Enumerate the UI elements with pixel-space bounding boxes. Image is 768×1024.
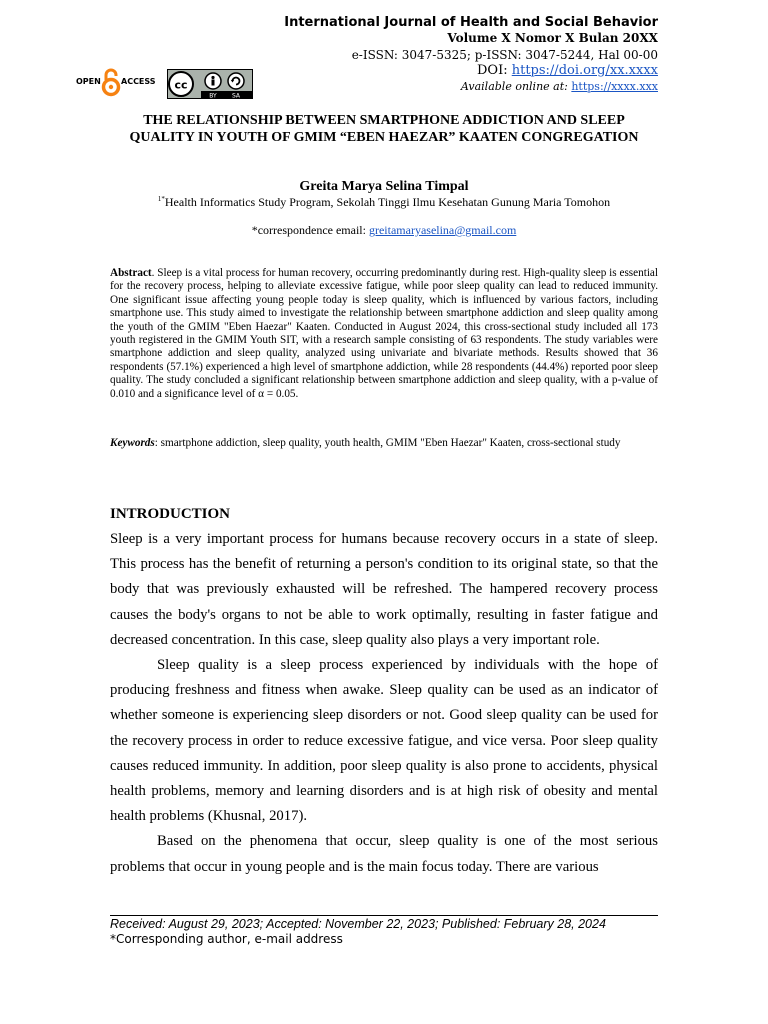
paper-title: THE RELATIONSHIP BETWEEN SMARTPHONE ADDICTION AND SLEEP QUALITY IN YOUTH OF GMIM “EBEN HAEZAR” KAATEN CONGREGATION	[129, 113, 639, 145]
email-label: *correspondence email:	[251, 223, 369, 237]
paragraph: Based on the phenomena that occur, sleep quality is one of the most serious problems that occur in young people and is the main focus today. There are various	[110, 833, 658, 875]
open-access-logo	[76, 67, 162, 97]
available-online	[461, 80, 658, 93]
doi-link[interactable]: https://doi.org/xx.xxxx	[511, 63, 658, 78]
cc-sa-label: SA	[231, 92, 241, 99]
keywords	[110, 436, 658, 450]
open-access-word-open: OPEN	[76, 77, 101, 86]
cc-by-sa-badge	[167, 69, 253, 99]
introduction-body	[110, 527, 658, 880]
email-link[interactable]: greitamaryaselina@gmail.com	[368, 223, 517, 237]
footnote-dates: Received: August 29, 2023; Accepted: November 22, 2023; Published: February 28, 2024	[110, 917, 606, 931]
paragraph: Sleep is a very important process for humans because recovery occurs in a state of sleep. This process has the benefit of returning a person's condition to its original state, so that the body that was previously exhausted will be refreshed. The hampered recovery process causes the body's organs to not be able to work optimally, resulting in faster fatigue and decreased concentration. In this case, sleep quality also plays a very important role.	[110, 531, 658, 648]
correspondence-email	[110, 223, 658, 238]
abstract	[110, 267, 658, 401]
journal-issn: e-ISSN: 3047-5325; p-ISSN: 3047-5244, Hal 00-00	[351, 48, 658, 62]
journal-title: International Journal of Health and Social Behavior	[284, 15, 658, 30]
doi-label: DOI:	[477, 63, 512, 78]
introduction-heading: INTRODUCTION	[110, 506, 231, 522]
share-alike-icon	[228, 73, 244, 89]
available-label: Available online at:	[460, 80, 572, 93]
footnote-corresponding: *Corresponding author, e-mail address	[110, 932, 343, 946]
open-access-word-access: ACCESS	[121, 77, 156, 86]
journal-doi	[477, 63, 658, 78]
abstract-label: Abstract	[110, 267, 152, 279]
svg-text:cc: cc	[174, 78, 188, 92]
open-access-lock-icon	[101, 67, 121, 97]
keywords-label: Keywords	[110, 437, 155, 449]
journal-volume: Volume X Nomor X Bulan 20XX	[447, 31, 658, 45]
affiliation-mark: 1*	[157, 195, 165, 203]
footnote-divider	[110, 915, 658, 916]
affiliation-text: Health Informatics Study Program, Sekolah Tinggi Ilmu Kesehatan Gunung Maria Tomohon	[164, 195, 611, 209]
author-name: Greita Marya Selina Timpal	[299, 179, 469, 194]
author-affiliation	[110, 195, 658, 210]
abstract-text: . Sleep is a vital process for human recovery, occurring predominantly during rest. High-quality sleep is essential for the recovery process, helping to alleviate excessive fatigue, while poor sleep quality can lead to reduced immunity. One significant issue affecting young people today is sleep quality, which is influenced by various factors, including smartphone use. This study aimed to investigate the relationship between smartphone addiction and sleep quality among the youth of the GMIM "Eben Haezar" Kaaten. Conducted in August 2024, this cross-sectional study included all 173 youth registered in the GMIM Youth SIT, with a research sample consisting of 63 respondents. The study variables were smartphone addiction and sleep quality, analyzed using univariate and bivariate methods. Results showed that 36 respondents (57.1%) experienced a high level of smartphone addiction, while 28 respondents (44.4%) reported poor sleep quality. The study concluded a significant relationship between smartphone addiction and sleep quality, with a p-value of 0.010 and a significance level of α = 0.05.	[110, 267, 658, 400]
available-link[interactable]: https://xxxx.xxx	[571, 80, 658, 93]
paragraph: Sleep quality is a sleep process experienced by individuals with the hope of producing freshness and fitness when awake. Sleep quality can be used as an indicator of whether someone is experiencing sleep disorders or not. Good sleep quality can be used for the recovery process in order to reduce excessive fatigue, and vice versa. Poor sleep quality causes reduced immunity. In addition, poor sleep quality is also prone to accidents, physical health problems, memory and learning disorders and is at high risk of obesity and mental health problems (Khusnal, 2017).	[110, 657, 658, 825]
keywords-text: : smartphone addiction, sleep quality, youth health, GMIM "Eben Haezar" Kaaten, cross-sectional study	[154, 437, 621, 449]
cc-by-label: BY	[209, 92, 217, 99]
